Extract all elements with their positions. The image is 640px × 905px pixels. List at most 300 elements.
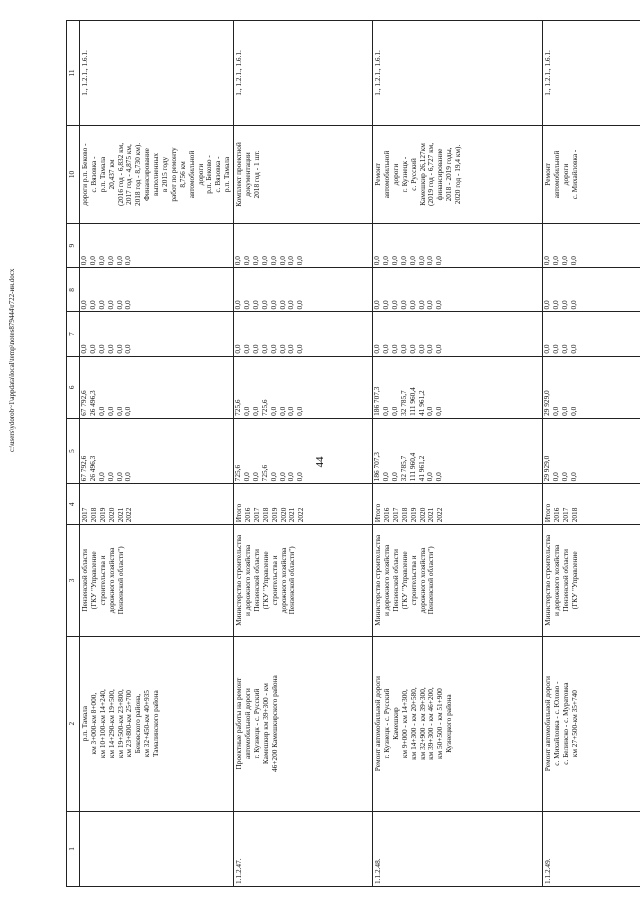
row-number: 1.1.2.48. xyxy=(373,811,543,886)
expected-result-line: (2019 год - 6,727 км, xyxy=(426,142,436,207)
local-budget-line: 0,0 xyxy=(277,300,287,310)
total-funding-line: 41 961,2 xyxy=(416,455,426,482)
activity-name-line: км 50+500 - км 51+900 xyxy=(435,688,445,760)
activity-name-line: км 10+100-км 14+240, xyxy=(97,689,107,759)
year-cell-line: 2021 xyxy=(115,507,125,523)
year-cell-line: Итого xyxy=(373,503,383,523)
total-funding-line: 0,0 xyxy=(434,472,444,482)
local-budget-line: 0,0 xyxy=(96,300,106,310)
expected-result-line: Комплект проектной xyxy=(234,142,244,207)
header-cell: 1 xyxy=(67,811,80,886)
regional-budget xyxy=(543,356,640,418)
local-budget xyxy=(373,268,543,312)
local-budget-line: 0,0 xyxy=(389,300,399,310)
local-budget-line: 0,0 xyxy=(398,300,408,310)
executor xyxy=(543,525,640,636)
federal-budget-line: 0,0 xyxy=(242,344,252,354)
regional-budget-line: 0,0 xyxy=(389,406,399,416)
federal-budget-line: 0,0 xyxy=(277,344,287,354)
executor-line: (ГКУ "Управление xyxy=(88,551,98,610)
federal-budget-line: 0,0 xyxy=(559,344,569,354)
executor-line: и дорожного хозяйства xyxy=(552,544,562,617)
other-sources-line: 0,0 xyxy=(286,256,296,266)
activity-name-line: км 27+500-км 35+740 xyxy=(569,690,579,758)
federal-budget-line: 0,0 xyxy=(434,344,444,354)
federal-budget-line: 0,0 xyxy=(372,344,382,354)
other-sources-line: 0,0 xyxy=(407,256,417,266)
expected-result-line: автомобильной xyxy=(552,150,562,199)
table-row xyxy=(373,21,543,887)
local-budget-line: 0,0 xyxy=(425,300,435,310)
other-sources xyxy=(373,224,543,268)
executor-line: Пензенской области") xyxy=(287,546,297,615)
total-funding-line: 0,0 xyxy=(295,472,305,482)
year-cell-line: 2020 xyxy=(278,507,288,523)
header-number-row xyxy=(67,21,80,887)
year-cell-line: 2017 xyxy=(560,507,570,523)
local-budget-line: 0,0 xyxy=(568,300,578,310)
other-sources xyxy=(80,224,234,268)
regional-budget xyxy=(80,356,234,418)
federal-budget-line: 0,0 xyxy=(381,344,391,354)
expected-result-line: автомобильной xyxy=(186,150,196,199)
executor-line: дорожного хозяйства xyxy=(278,547,288,614)
federal-budget-line: 0,0 xyxy=(250,344,260,354)
activity-name-line: Проектные работы на ремонт xyxy=(234,677,244,770)
regional-budget-line: 186 707,3 xyxy=(372,386,382,416)
federal-budget xyxy=(80,312,234,356)
total-funding-line: 0,0 xyxy=(105,472,115,482)
expected-result-line: с. Вязовка - xyxy=(213,156,223,193)
year-cell-line: 2018 xyxy=(399,507,409,523)
activity-name-line: с. Михайловка - с. Юлово - xyxy=(552,681,562,766)
total-funding-line: 32 785,7 xyxy=(398,455,408,482)
other-sources-line: 0,0 xyxy=(425,256,435,266)
federal-budget xyxy=(234,312,373,356)
expected-result xyxy=(234,125,373,223)
regional-budget-line: 0,0 xyxy=(559,406,569,416)
federal-budget-line: 0,0 xyxy=(79,344,88,354)
executor-line: Министерство строительства xyxy=(234,534,244,626)
regional-budget-line: 32 785,7 xyxy=(398,390,408,416)
expected-result-line: 2017 год - 4,875 км, xyxy=(124,144,134,205)
indicator-link: 1., 1.2.1., 1.6.1. xyxy=(543,21,640,126)
total-funding-line: 26 496,3 xyxy=(87,455,97,482)
expected-result-line: р.п. Тамала xyxy=(97,156,107,193)
local-budget-line: 0,0 xyxy=(559,300,569,310)
total-funding-line: 67 792,6 xyxy=(79,455,88,482)
row-number xyxy=(80,811,234,886)
regional-budget-line: 0,0 xyxy=(277,406,287,416)
year-cell-line: 2020 xyxy=(106,507,116,523)
activity-name-line: автомобильной дороги xyxy=(243,688,253,760)
executor-line: Министерство строительства xyxy=(373,534,383,626)
year-cell-line: Итого xyxy=(234,503,244,523)
regional-budget-line: 111 960,4 xyxy=(407,387,417,416)
year-cell-line: 2019 xyxy=(97,507,107,523)
regional-budget-line: 0,0 xyxy=(114,406,124,416)
executor-line: Пензенской области xyxy=(80,549,89,612)
activity-name xyxy=(234,636,373,811)
regional-budget-line: 0,0 xyxy=(123,406,133,416)
other-sources-line: 0,0 xyxy=(259,256,269,266)
other-sources-line: 0,0 xyxy=(268,256,278,266)
header-cell: 10 xyxy=(67,125,80,223)
activity-name-line: Камешкир xyxy=(390,707,400,740)
year-cell xyxy=(373,484,543,525)
year-cell-line: 2022 xyxy=(296,507,306,523)
total-funding-line: 0,0 xyxy=(242,472,252,482)
executor-line: дорожного хозяйства xyxy=(417,547,427,614)
other-sources-line: 0,0 xyxy=(551,256,561,266)
federal-budget-line: 0,0 xyxy=(123,344,133,354)
indicator-link: 1., 1.2.1., 1.6.1. xyxy=(373,21,543,126)
other-sources-line: 0,0 xyxy=(381,256,391,266)
expected-result-line: с. Вязовка - xyxy=(88,156,98,193)
federal-budget-line: 0,0 xyxy=(389,344,399,354)
local-budget-line: 0,0 xyxy=(242,300,252,310)
expected-result-line: документации xyxy=(243,152,253,197)
year-cell-line: 2017 xyxy=(251,507,261,523)
other-sources-line: 0,0 xyxy=(233,256,243,266)
activity-name-line: р.п. Тамала xyxy=(80,705,89,742)
year-cell-line: 2016 xyxy=(243,507,253,523)
expected-result-line: Камешкир 26,127км xyxy=(417,143,427,206)
regional-budget-line: 0,0 xyxy=(286,406,296,416)
total-funding-line: 0,0 xyxy=(559,472,569,482)
total-funding-line: 0,0 xyxy=(123,472,133,482)
federal-budget-line: 0,0 xyxy=(398,344,408,354)
regional-budget-line: 0,0 xyxy=(242,406,252,416)
year-cell-line: 2022 xyxy=(435,507,445,523)
federal-budget-line: 0,0 xyxy=(286,344,296,354)
local-budget-line: 0,0 xyxy=(295,300,305,310)
year-cell-line: 2021 xyxy=(287,507,297,523)
expected-result-line: с. Русский xyxy=(408,158,418,191)
header-cell: 6 xyxy=(67,356,80,418)
executor xyxy=(234,525,373,636)
activity-name-line: Тамалинского района xyxy=(151,690,161,758)
executor-line: Пензенской области") xyxy=(426,546,436,615)
activity-name xyxy=(543,636,640,811)
header-cell: 2 xyxy=(67,636,80,811)
regional-budget-line: 0,0 xyxy=(568,406,578,416)
executor-line: Пензенской области") xyxy=(115,546,125,615)
federal-budget-line: 0,0 xyxy=(233,344,243,354)
total-funding-line: 0,0 xyxy=(425,472,435,482)
header-cell: 11 xyxy=(67,21,80,126)
other-sources-line: 0,0 xyxy=(559,256,569,266)
local-budget-line: 0,0 xyxy=(381,300,391,310)
executor-line: строительства и xyxy=(408,555,418,606)
activity-name-line: г. Кузнецк - с. Русский xyxy=(251,688,261,759)
year-cell-line: Итого xyxy=(543,503,553,523)
local-budget-line: 0,0 xyxy=(542,300,552,310)
other-sources-line: 0,0 xyxy=(114,256,124,266)
local-budget-line: 0,0 xyxy=(551,300,561,310)
page-number: 44 xyxy=(314,456,326,468)
regional-budget-line: 725,6 xyxy=(233,399,243,416)
other-sources-line: 0,0 xyxy=(105,256,115,266)
other-sources-line: 0,0 xyxy=(96,256,106,266)
federal-budget-line: 0,0 xyxy=(416,344,426,354)
federal-budget-line: 0,0 xyxy=(105,344,115,354)
other-sources-line: 0,0 xyxy=(542,256,552,266)
local-budget xyxy=(234,268,373,312)
local-budget-line: 0,0 xyxy=(434,300,444,310)
other-sources-line: 0,0 xyxy=(295,256,305,266)
local-budget-line: 0,0 xyxy=(286,300,296,310)
expected-result-line: 2020 год - 19,4 км). xyxy=(453,144,463,205)
executor-line: Министерство строительства xyxy=(543,534,553,626)
row-number: 1.1.2.49. xyxy=(543,811,640,886)
activity-name-line: Бековского района, xyxy=(133,693,143,754)
activity-name-line: км 19+500-км 23+800, xyxy=(115,689,125,759)
total-funding xyxy=(234,418,373,483)
year-cell xyxy=(234,484,373,525)
header-cell: 4 xyxy=(67,484,80,525)
year-cell-line: 2019 xyxy=(408,507,418,523)
activity-name xyxy=(373,636,543,811)
executor-line: Пензенской области xyxy=(560,549,570,612)
local-budget-line: 0,0 xyxy=(407,300,417,310)
total-funding-line: 725,6 xyxy=(233,464,243,482)
expected-result-line: дороги xyxy=(195,163,205,186)
regional-budget-line: 0,0 xyxy=(96,406,106,416)
other-sources-line: 0,0 xyxy=(87,256,97,266)
activity-name-line: км 3+000-км 8+000, xyxy=(88,692,98,755)
federal-budget-line: 0,0 xyxy=(295,344,305,354)
year-cell-line: 2017 xyxy=(390,507,400,523)
other-sources-line: 0,0 xyxy=(123,256,133,266)
year-cell-line: 2020 xyxy=(417,507,427,523)
expected-result-line: выполненных xyxy=(151,153,161,196)
local-budget xyxy=(80,268,234,312)
other-sources-line: 0,0 xyxy=(372,256,382,266)
regional-budget-line: 0,0 xyxy=(551,406,561,416)
activity-name-line: км 32+450-км 40+935 xyxy=(142,690,152,758)
expected-result-line: в 2015 году xyxy=(160,156,170,193)
activity-name-line: км 32+900 - км 39+300, xyxy=(417,687,427,760)
local-budget-line: 0,0 xyxy=(372,300,382,310)
total-funding-line: 186 707,3 xyxy=(372,452,382,482)
regional-budget-line: 0,0 xyxy=(381,406,391,416)
expected-result-line: р.п. Бековo - xyxy=(204,155,214,194)
expected-result-line: р.п. Тамала xyxy=(222,156,232,193)
local-budget-line: 0,0 xyxy=(250,300,260,310)
program-table xyxy=(66,20,640,887)
executor xyxy=(373,525,543,636)
total-funding-line: 0,0 xyxy=(568,472,578,482)
regional-budget-line: 29 929,0 xyxy=(542,390,552,416)
activity-name-line: Кузнецкого района xyxy=(444,694,454,753)
executor-line: Пензенской области xyxy=(251,549,261,612)
local-budget-line: 0,0 xyxy=(114,300,124,310)
total-funding-line: 0,0 xyxy=(114,472,124,482)
total-funding xyxy=(373,418,543,483)
other-sources-line: 0,0 xyxy=(398,256,408,266)
header-cell: 7 xyxy=(67,312,80,356)
expected-result-line: 2018 год - 8,730 км). xyxy=(133,142,143,207)
executor xyxy=(80,525,234,636)
regional-budget-line: 0,0 xyxy=(268,406,278,416)
executor-line: и дорожного хозяйства xyxy=(243,544,253,617)
year-cell-line: 2017 xyxy=(80,507,89,523)
total-funding-line: 29 929,0 xyxy=(542,455,552,482)
regional-budget-line: 67 792,6 xyxy=(79,390,88,416)
expected-result-line: Ремонт xyxy=(373,163,383,186)
activity-name-line: км 14+290-км 19+500, xyxy=(106,689,116,759)
total-funding-line: 0,0 xyxy=(389,472,399,482)
federal-budget-line: 0,0 xyxy=(87,344,97,354)
total-funding-line: 0,0 xyxy=(551,472,561,482)
other-sources-line: 0,0 xyxy=(434,256,444,266)
total-funding-line: 0,0 xyxy=(268,472,278,482)
local-budget-line: 0,0 xyxy=(268,300,278,310)
activity-name-line: Ремонт автомобильной дороги xyxy=(373,676,383,772)
total-funding-line: 111 960,4 xyxy=(407,452,417,482)
activity-name-line: с. Белинско - с. Муратовка xyxy=(560,682,570,765)
expected-result-line: г. Кузнецк - xyxy=(399,156,409,193)
federal-budget xyxy=(373,312,543,356)
regional-budget-line: 0,0 xyxy=(105,406,115,416)
other-sources-line: 0,0 xyxy=(389,256,399,266)
activity-name-line: км 23+800-км 25+700 xyxy=(124,690,134,758)
expected-result-line: с. Михайловка - xyxy=(569,149,579,200)
regional-budget xyxy=(234,356,373,418)
activity-name xyxy=(80,636,234,811)
federal-budget xyxy=(543,312,640,356)
regional-budget-line: 0,0 xyxy=(425,406,435,416)
header-cell: 3 xyxy=(67,525,80,636)
expected-result-line: автомобильной xyxy=(382,150,392,199)
regional-budget-line: 26 496,3 xyxy=(87,390,97,416)
year-cell-line: 2022 xyxy=(124,507,134,523)
expected-result-line: Ремонт xyxy=(543,163,553,186)
year-cell-line: 2016 xyxy=(382,507,392,523)
year-cell xyxy=(80,484,234,525)
executor-line: (ГКУ "Управление xyxy=(399,551,409,610)
regional-budget-line: 0,0 xyxy=(434,406,444,416)
total-funding-line: 0,0 xyxy=(250,472,260,482)
federal-budget-line: 0,0 xyxy=(268,344,278,354)
year-cell-line: 2018 xyxy=(88,507,98,523)
footer-path: c:\users\ydorob~1\appdata\local\temp\notes879444\r722-ин.docx xyxy=(8,268,16,452)
local-budget-line: 0,0 xyxy=(87,300,97,310)
other-sources-line: 0,0 xyxy=(79,256,88,266)
year-cell xyxy=(543,484,640,525)
total-funding xyxy=(543,418,640,483)
executor-line: (ГКУ "Управление xyxy=(260,551,270,610)
executor-line: (ГКУ "Управление xyxy=(569,551,579,610)
expected-result-line: дороги xyxy=(560,163,570,186)
other-sources xyxy=(234,224,373,268)
federal-budget-line: 0,0 xyxy=(96,344,106,354)
activity-name-line: Ремонт автомобильной дороги xyxy=(543,676,553,772)
expected-result xyxy=(543,125,640,223)
local-budget-line: 0,0 xyxy=(105,300,115,310)
expected-result-line: дороги xyxy=(390,163,400,186)
total-funding-line: 0,0 xyxy=(381,472,391,482)
activity-name-line: Камешкир км 39+300 - км xyxy=(260,683,270,765)
expected-result-line: 2018 год - 1 шт. xyxy=(251,150,261,199)
activity-name-line: км 14+300 - км 20+580, xyxy=(408,687,418,760)
expected-result-line: 2018 - 2019 годы, xyxy=(444,147,454,202)
local-budget-line: 0,0 xyxy=(233,300,243,310)
federal-budget-line: 0,0 xyxy=(551,344,561,354)
row-number: 1.1.2.47. xyxy=(234,811,373,886)
header-cell: 8 xyxy=(67,268,80,312)
year-cell-line: 2018 xyxy=(569,507,579,523)
executor-line: строительства и xyxy=(97,555,107,606)
indicator-link: 1., 1.2.1., 1.6.1. xyxy=(234,21,373,126)
rotated-table-container xyxy=(66,20,595,887)
federal-budget-line: 0,0 xyxy=(542,344,552,354)
other-sources xyxy=(543,224,640,268)
federal-budget-line: 0,0 xyxy=(425,344,435,354)
activity-name-line: км 39+300 - км 46+200, xyxy=(426,687,436,760)
year-cell-line: 2019 xyxy=(269,507,279,523)
regional-budget-line: 0,0 xyxy=(250,406,260,416)
activity-name-line: км 9+000 - км 14+300, xyxy=(399,689,409,759)
federal-budget-line: 0,0 xyxy=(407,344,417,354)
total-funding-line: 0,0 xyxy=(96,472,106,482)
executor-line: Пензенской области xyxy=(390,549,400,612)
expected-result-line: 8,756 км xyxy=(177,161,187,188)
activity-name-line: 46+200 Камешкирского района xyxy=(269,675,279,772)
expected-result-line: финансирование xyxy=(435,148,445,201)
regional-budget xyxy=(373,356,543,418)
regional-budget-line: 0,0 xyxy=(295,406,305,416)
table-row xyxy=(234,21,373,887)
activity-name-line: г. Кузнецк - с. Русский xyxy=(382,688,392,759)
other-sources-line: 0,0 xyxy=(568,256,578,266)
federal-budget-line: 0,0 xyxy=(568,344,578,354)
expected-result-line: работ по ремонту xyxy=(168,147,178,202)
local-budget-line: 0,0 xyxy=(259,300,269,310)
regional-budget-line: 41 961,2 xyxy=(416,390,426,416)
federal-budget-line: 0,0 xyxy=(114,344,124,354)
other-sources-line: 0,0 xyxy=(277,256,287,266)
executor-line: дорожного хозяйства xyxy=(106,547,116,614)
local-budget-line: 0,0 xyxy=(123,300,133,310)
other-sources-line: 0,0 xyxy=(242,256,252,266)
expected-result-line: 20,437 км xyxy=(106,159,116,190)
year-cell-line: 2021 xyxy=(426,507,436,523)
executor-line: строительства и xyxy=(269,555,279,606)
local-budget xyxy=(543,268,640,312)
other-sources-line: 0,0 xyxy=(250,256,260,266)
expected-result-line: (2016 год - 6,832 км, xyxy=(115,142,125,207)
expected-result xyxy=(80,125,234,223)
year-cell-line: 2016 xyxy=(552,507,562,523)
regional-budget-line: 725,6 xyxy=(259,399,269,416)
table-row xyxy=(80,21,234,887)
total-funding-line: 0,0 xyxy=(277,472,287,482)
expected-result xyxy=(373,125,543,223)
total-funding-line: 725,6 xyxy=(259,464,269,482)
executor-line: и дорожного хозяйства xyxy=(382,544,392,617)
table-row xyxy=(543,21,640,887)
header-cell: 5 xyxy=(67,418,80,483)
expected-result-line: Финансирование xyxy=(142,148,152,201)
local-budget-line: 0,0 xyxy=(416,300,426,310)
expected-result-line: дороги р.п. Бековo - xyxy=(80,143,89,206)
indicator-link: 1., 1.2.1., 1.6.1. xyxy=(80,21,234,126)
other-sources-line: 0,0 xyxy=(416,256,426,266)
year-cell-line: 2018 xyxy=(260,507,270,523)
header-cell: 9 xyxy=(67,224,80,268)
